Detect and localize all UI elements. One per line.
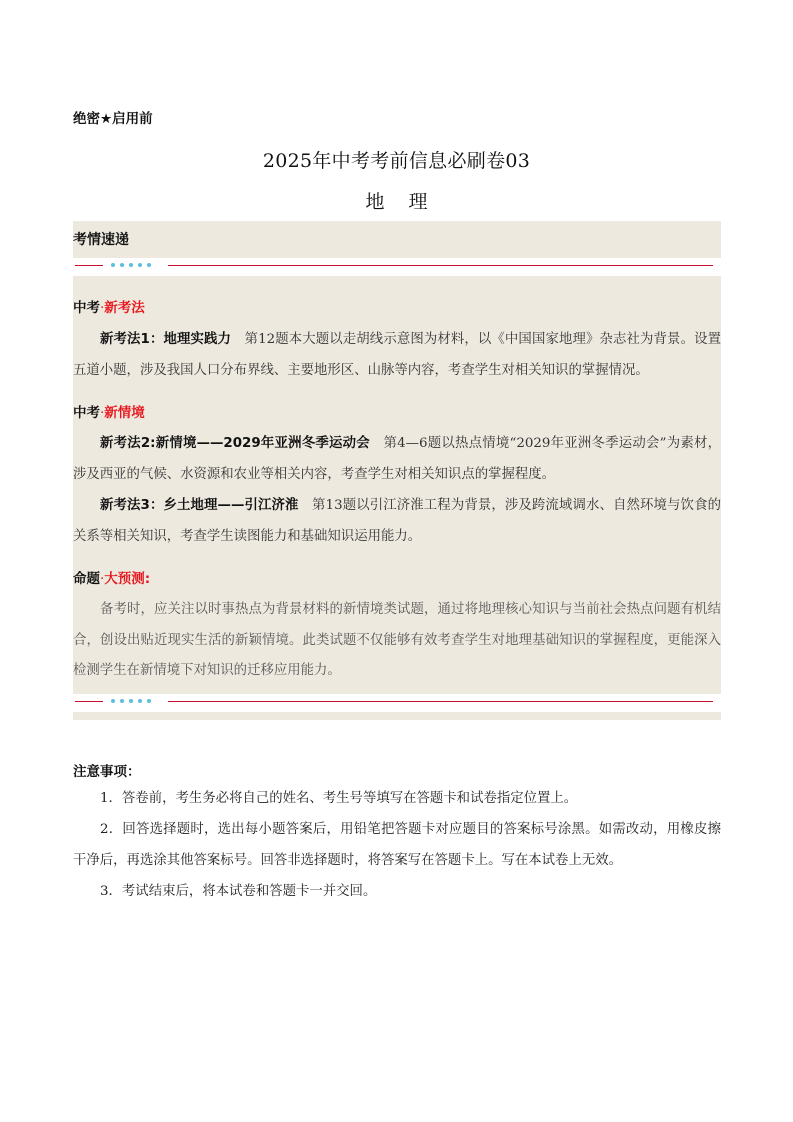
top-divider <box>73 258 721 274</box>
section-heading-new-context <box>73 401 145 421</box>
divider-dot <box>111 263 115 267</box>
divider-dot <box>120 263 124 267</box>
section-prefix: 中考 <box>73 300 100 316</box>
subject-title <box>0 187 793 214</box>
paragraph-text: 备考时，应关注以时事热点为背景材料的新情境类试题，通过将地理核心知识与当前社会热点问题有机结合，创设出贴近现实生活的新颖情境。此类试题不仅能够有效考查学生对地理基础知识的掌握程度，更能深入检测学生在新情境下对知识的迁移应用能力。 <box>73 602 721 678</box>
divider-line <box>75 701 103 702</box>
section-prefix: 命题 <box>73 571 100 587</box>
subject-char: 地 <box>365 191 385 213</box>
section-paragraph <box>73 325 721 386</box>
divider-dot <box>138 699 142 703</box>
confidential-label: 绝密★启用前 <box>73 111 153 127</box>
divider-line <box>168 701 713 702</box>
section-paragraph <box>73 491 721 552</box>
subject-char: 理 <box>408 191 428 213</box>
paragraph-lead: 新考法3：乡土地理——引江济淮 <box>100 498 299 513</box>
notice-item: 2．回答选择题时，选出每小题答案后，用铅笔把答题卡对应题目的答案标号涂黑。如需改动，用橡皮擦干净后，再选涂其他答案标号。回答非选择题时，将答案写在答题卡上。写在本试卷上无效。 <box>73 822 721 868</box>
notice-item: 1．答卷前，考生务必将自己的姓名、考生号等填写在答题卡和试卷指定位置上。 <box>100 791 578 806</box>
section-highlight: 大预测: <box>104 571 151 587</box>
section-prefix: 中考 <box>73 405 100 421</box>
section-highlight: 新情境 <box>104 405 145 421</box>
section-paragraph <box>73 429 721 490</box>
bottom-divider <box>73 694 721 710</box>
info-panel-header <box>73 221 721 258</box>
divider-dot <box>129 263 133 267</box>
divider-line <box>168 265 713 266</box>
divider-line <box>75 265 103 266</box>
paragraph-lead: 新考法1：地理实践力 <box>100 332 232 347</box>
section-heading-new-method <box>73 296 145 316</box>
divider-dot <box>147 699 151 703</box>
divider-dot <box>111 699 115 703</box>
panel-heading: 考情速递 <box>73 232 129 248</box>
paragraph-text: 第13题以引江济淮工程为背景，涉及跨流域调水、自然环境与饮食的关系等相关知识，考查学生读图能力和基础知识运用能力。 <box>73 498 721 544</box>
section-heading-prediction <box>73 567 150 587</box>
exam-title: 2025年中考考前信息必刷卷03 <box>262 150 531 172</box>
notice-heading: 注意事项： <box>73 764 141 780</box>
info-panel-footer <box>73 712 721 720</box>
paragraph-lead: 新考法2:新情境——2029年亚洲冬季运动会 <box>100 436 370 451</box>
divider-dot <box>129 699 133 703</box>
section-sep: · <box>100 405 105 421</box>
section-highlight: 新考法 <box>104 300 145 316</box>
paragraph-text: 第12题本大题以走胡线示意图为材料，以《中国国家地理》杂志社为背景。设置五道小题，涉及我国人口分布界线、主要地形区、山脉等内容，考查学生对相关知识的掌握情况。 <box>73 332 721 378</box>
paragraph-text: 第4—6题以热点情境“2029年亚洲冬季运动会”为素材，涉及西亚的气候、水资源和农业等相关内容，考查学生对相关知识点的掌握程度。 <box>73 436 721 482</box>
section-sep: · <box>100 571 105 587</box>
section-paragraph <box>73 595 721 687</box>
divider-dot <box>138 263 142 267</box>
section-sep: · <box>100 300 105 316</box>
notice-item: 3．考试结束后，将本试卷和答题卡一并交回。 <box>100 884 377 899</box>
divider-dot <box>120 699 124 703</box>
divider-dot <box>147 263 151 267</box>
